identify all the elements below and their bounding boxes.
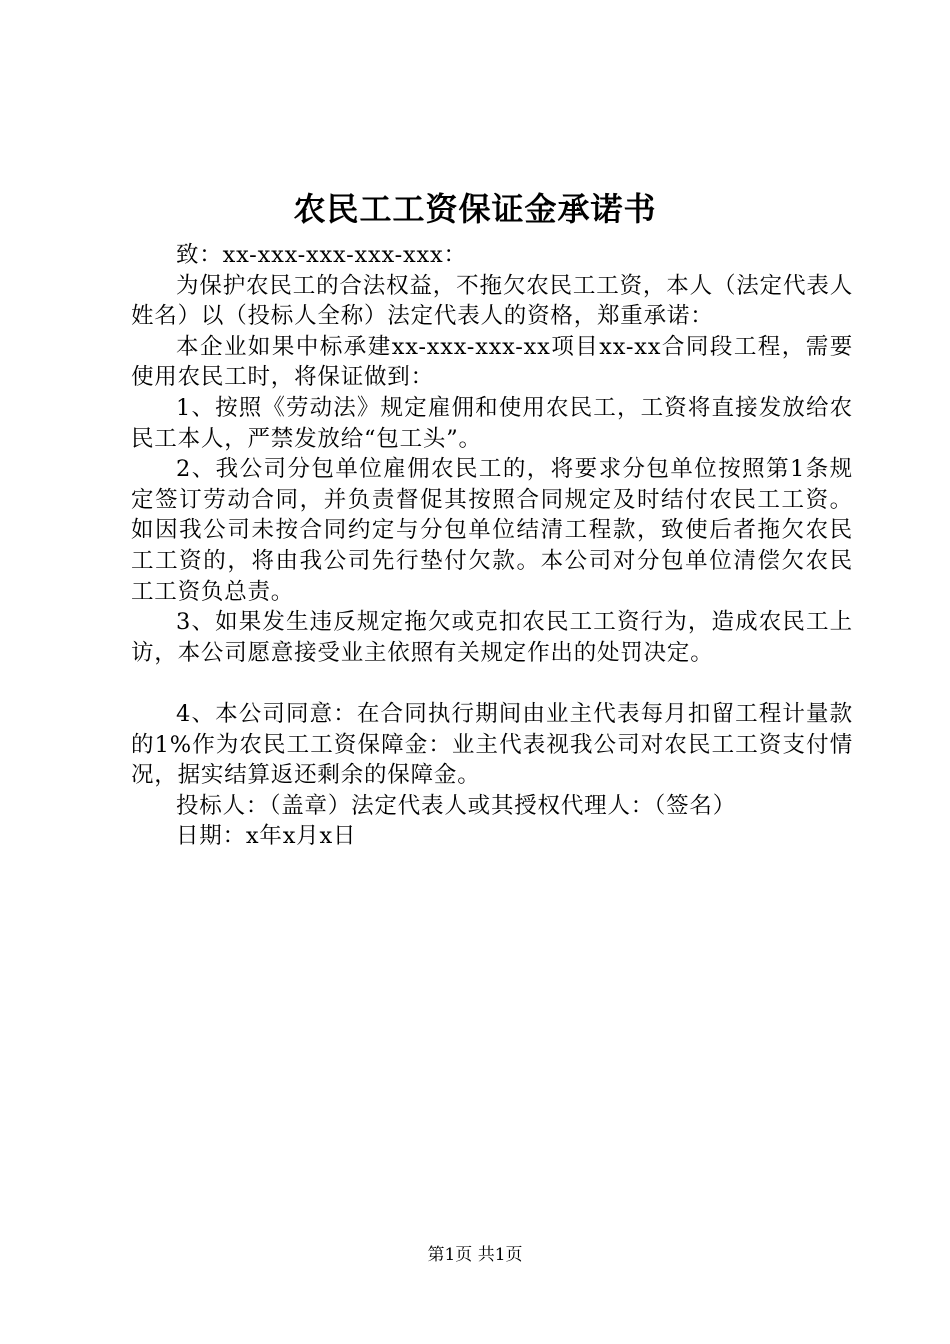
project-paragraph: 本企业如果中标承建xx-xxx-xxx-xx项目xx-xx合同段工程，需要使用农民工时，将保证做到： [131,333,853,391]
page-number: 第1页 共1页 [427,1245,523,1265]
intro-paragraph: 为保护农民工的合法权益，不拖欠农民工工资，本人（法定代表人姓名）以（投标人全称）法定代表人的资格，郑重承诺： [131,272,853,330]
date-line: 日期：x年x月x日 [176,823,357,850]
document-body [131,240,853,852]
clause-2: 2、我公司分包单位雇佣农民工的，将要求分包单位按照第1条规定签订劳动合同，并负责督促其按照合同规定及时结付农民工工资。如因我公司未按合同约定与分包单位结清工程款，致使后者拖欠农民工工资的，将由我公司先行垫付欠款。本公司对分包单位清偿欠农民工工资负总责。 [131,456,853,605]
signature-line: 投标人：（盖章）法定代表人或其授权代理人：（签名） [176,792,737,819]
clause-4: 4、本公司同意：在合同执行期间由业主代表每月扣留工程计量款的1%作为农民工工资保障金：业主代表视我公司对农民工工资支付情况，据实结算返还剩余的保障金。 [131,700,853,789]
clause-1: 1、按照《劳动法》规定雇佣和使用农民工，工资将直接发放给农民工本人，严禁发放给“包工头”。 [131,394,853,452]
addressee-line: 致：xx-xxx-xxx-xxx-xxx： [176,242,467,268]
clause-3: 3、如果发生违反规定拖欠或克扣农民工工资行为，造成农民工上访，本公司愿意接受业主依照有关规定作出的处罚决定。 [131,609,853,666]
document-title: 农民工工资保证金承诺书 [293,190,657,228]
